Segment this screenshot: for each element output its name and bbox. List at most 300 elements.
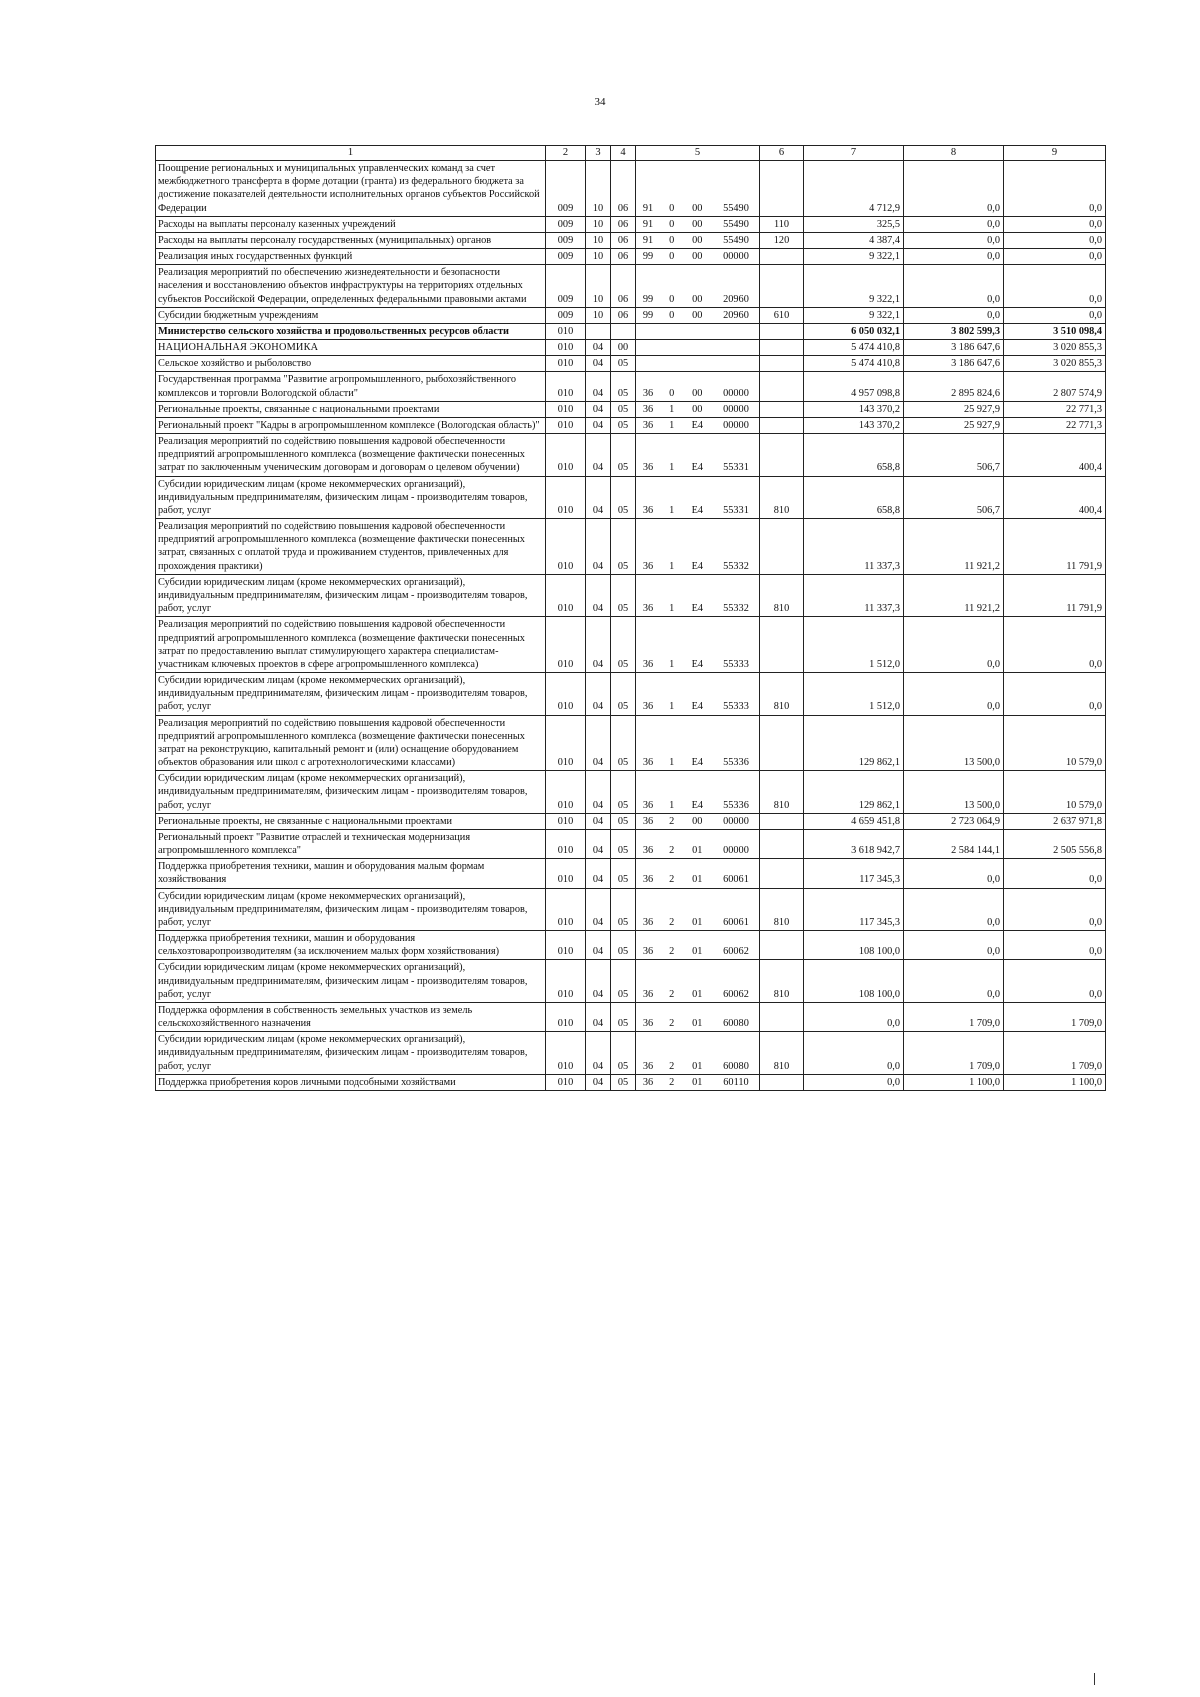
subprogram-code: 1 <box>669 603 675 615</box>
amount-col-8: 11 921,2 <box>904 574 1004 617</box>
program-code: 36 <box>642 658 654 670</box>
admin-code: 010 <box>546 960 586 1003</box>
row-name: Региональные проекты, связанные с национальными проектами <box>156 401 546 417</box>
expense-type-code <box>760 356 804 372</box>
subsection-code: 05 <box>611 813 636 829</box>
direction-code: 00000 <box>723 387 749 399</box>
expense-type-code: 810 <box>760 888 804 931</box>
direction-code: 60062 <box>723 946 749 958</box>
project-code: 00 <box>692 202 703 214</box>
target-article <box>636 519 760 575</box>
section-code: 04 <box>586 715 611 771</box>
subsection-code: 05 <box>611 1074 636 1090</box>
row-name: Государственная программа "Развитие агропромышленного, рыбохозяйственного комплексов и торговли Вологодской области" <box>156 372 546 401</box>
expense-type-code: 120 <box>760 232 804 248</box>
amount-col-8: 506,7 <box>904 476 1004 519</box>
section-code <box>586 323 611 339</box>
project-code: E4 <box>691 419 704 431</box>
subprogram-code: 1 <box>669 799 675 811</box>
header-cell-3: 3 <box>586 146 611 161</box>
amount-col-8: 1 100,0 <box>904 1074 1004 1090</box>
row-name: НАЦИОНАЛЬНАЯ ЭКОНОМИКА <box>156 340 546 356</box>
direction-code: 55490 <box>723 218 749 230</box>
amount-col-7: 9 322,1 <box>804 265 904 308</box>
target-article <box>636 476 760 519</box>
program-code: 36 <box>642 946 654 958</box>
row-name: Субсидии юридическим лицам (кроме некоммерческих организаций), индивидуальным предпринимателям, физическим лицам - производителям товаров, работ, услуг <box>156 673 546 716</box>
project-code: 00 <box>692 234 703 246</box>
table-row <box>156 356 1106 372</box>
target-article <box>636 931 760 960</box>
admin-code: 009 <box>546 307 586 323</box>
target-article <box>636 356 760 372</box>
amount-col-9: 1 709,0 <box>1004 1032 1106 1075</box>
subsection-code: 06 <box>611 249 636 265</box>
subprogram-code: 1 <box>669 462 675 474</box>
direction-code: 55331 <box>723 504 749 516</box>
amount-col-9: 10 579,0 <box>1004 771 1106 814</box>
amount-col-9: 1 709,0 <box>1004 1002 1106 1031</box>
project-code: E4 <box>691 504 704 516</box>
section-code: 04 <box>586 476 611 519</box>
subsection-code: 05 <box>611 476 636 519</box>
admin-code: 009 <box>546 265 586 308</box>
expense-type-code <box>760 401 804 417</box>
amount-col-9: 400,4 <box>1004 434 1106 477</box>
amount-col-7: 0,0 <box>804 1002 904 1031</box>
program-code: 36 <box>642 403 654 415</box>
table-row <box>156 1032 1106 1075</box>
table-row <box>156 216 1106 232</box>
target-article <box>636 1002 760 1031</box>
table-row <box>156 323 1106 339</box>
amount-col-8: 25 927,9 <box>904 417 1004 433</box>
amount-col-9: 0,0 <box>1004 931 1106 960</box>
subprogram-code: 0 <box>669 202 675 214</box>
project-code: E4 <box>691 658 704 670</box>
admin-code: 010 <box>546 715 586 771</box>
header-cell-1: 1 <box>156 146 546 161</box>
amount-col-9: 2 807 574,9 <box>1004 372 1106 401</box>
subprogram-code: 2 <box>669 1060 675 1072</box>
expense-type-code <box>760 617 804 673</box>
table-row <box>156 1002 1106 1031</box>
admin-code: 010 <box>546 617 586 673</box>
amount-col-9: 3 020 855,3 <box>1004 356 1106 372</box>
row-name: Министерство сельского хозяйства и продовольственных ресурсов области <box>156 323 546 339</box>
header-cell-7: 7 <box>804 146 904 161</box>
program-code: 36 <box>642 504 654 516</box>
section-code: 04 <box>586 401 611 417</box>
amount-col-7: 143 370,2 <box>804 401 904 417</box>
amount-col-7: 4 387,4 <box>804 232 904 248</box>
project-code: E4 <box>691 799 704 811</box>
admin-code: 010 <box>546 1074 586 1090</box>
amount-col-8: 506,7 <box>904 434 1004 477</box>
row-name: Субсидии юридическим лицам (кроме некоммерческих организаций), индивидуальным предпринимателям, физическим лицам - производителям товаров, работ, услуг <box>156 960 546 1003</box>
table-row <box>156 715 1106 771</box>
admin-code: 010 <box>546 519 586 575</box>
target-article <box>636 960 760 1003</box>
table-row <box>156 401 1106 417</box>
expense-type-code <box>760 434 804 477</box>
amount-col-8: 13 500,0 <box>904 771 1004 814</box>
amount-col-7: 11 337,3 <box>804 519 904 575</box>
row-name: Реализация мероприятий по содействию повышения кадровой обеспеченности предприятий агропромышленного комплекса (возмещение фактически понесенных затрат, связанных с оплатой труда и проживанием студентов, привлеченных для прохождения практики) <box>156 519 546 575</box>
target-article <box>636 888 760 931</box>
subsection-code <box>611 323 636 339</box>
admin-code: 010 <box>546 340 586 356</box>
program-code: 99 <box>642 251 654 263</box>
subsection-code: 00 <box>611 340 636 356</box>
subsection-code: 05 <box>611 931 636 960</box>
table-row <box>156 265 1106 308</box>
target-article <box>636 417 760 433</box>
subprogram-code: 1 <box>669 757 675 769</box>
expense-type-code <box>760 813 804 829</box>
expense-type-code <box>760 249 804 265</box>
subprogram-code: 2 <box>669 946 675 958</box>
target-article <box>636 401 760 417</box>
program-code: 36 <box>642 757 654 769</box>
program-code: 36 <box>642 916 654 928</box>
row-name: Поддержка оформления в собственность земельных участков из земель сельскохозяйственного назначения <box>156 1002 546 1031</box>
admin-code: 009 <box>546 232 586 248</box>
header-cell-9: 9 <box>1004 146 1106 161</box>
section-code: 10 <box>586 216 611 232</box>
subsection-code: 05 <box>611 960 636 1003</box>
amount-col-8: 1 709,0 <box>904 1002 1004 1031</box>
project-code: E4 <box>691 701 704 713</box>
amount-col-9: 0,0 <box>1004 960 1106 1003</box>
expense-type-code <box>760 340 804 356</box>
amount-col-7: 9 322,1 <box>804 249 904 265</box>
subprogram-code: 1 <box>669 504 675 516</box>
section-code: 04 <box>586 617 611 673</box>
admin-code: 010 <box>546 356 586 372</box>
amount-col-7: 5 474 410,8 <box>804 340 904 356</box>
row-name: Реализация мероприятий по содействию повышения кадровой обеспеченности предприятий агропромышленного комплекса (возмещение фактически понесенных затрат на реконструкцию, капитальный ремонт и (или) оснащение оборудованием объектов образования или школ с агротехнологическими классами) <box>156 715 546 771</box>
direction-code: 55332 <box>723 603 749 615</box>
subsection-code: 05 <box>611 771 636 814</box>
amount-col-9: 11 791,9 <box>1004 574 1106 617</box>
amount-col-9: 0,0 <box>1004 216 1106 232</box>
page-number: 34 <box>594 96 606 108</box>
row-name: Поддержка приобретения техники, машин и оборудования сельхозтоваропроизводителям (за исключением малых форм хозяйствования) <box>156 931 546 960</box>
row-name: Региональные проекты, не связанные с национальными проектами <box>156 813 546 829</box>
expense-type-code <box>760 859 804 888</box>
project-code: 00 <box>692 251 703 263</box>
admin-code: 010 <box>546 1002 586 1031</box>
table-row <box>156 417 1106 433</box>
subsection-code: 05 <box>611 519 636 575</box>
amount-col-8: 3 802 599,3 <box>904 323 1004 339</box>
direction-code: 00000 <box>723 419 749 431</box>
amount-col-8: 0,0 <box>904 673 1004 716</box>
target-article <box>636 372 760 401</box>
target-article <box>636 829 760 858</box>
program-code: 36 <box>642 1018 654 1030</box>
section-code: 04 <box>586 356 611 372</box>
section-code: 04 <box>586 960 611 1003</box>
program-code: 36 <box>642 701 654 713</box>
program-code: 36 <box>642 419 654 431</box>
subsection-code: 05 <box>611 417 636 433</box>
row-name: Субсидии юридическим лицам (кроме некоммерческих организаций), индивидуальным предпринимателям, физическим лицам - производителям товаров, работ, услуг <box>156 574 546 617</box>
direction-code: 20960 <box>723 309 749 321</box>
project-code: 00 <box>692 309 703 321</box>
direction-code: 55332 <box>723 560 749 572</box>
target-article <box>636 323 760 339</box>
table-row <box>156 960 1106 1003</box>
project-code: 01 <box>692 916 703 928</box>
amount-col-9: 400,4 <box>1004 476 1106 519</box>
amount-col-8: 0,0 <box>904 888 1004 931</box>
direction-code: 00000 <box>723 251 749 263</box>
program-code: 36 <box>642 874 654 886</box>
table-row <box>156 372 1106 401</box>
amount-col-9: 0,0 <box>1004 617 1106 673</box>
amount-col-9: 22 771,3 <box>1004 401 1106 417</box>
amount-col-9: 0,0 <box>1004 265 1106 308</box>
direction-code: 55333 <box>723 658 749 670</box>
section-code: 10 <box>586 161 611 217</box>
project-code: 01 <box>692 946 703 958</box>
amount-col-7: 0,0 <box>804 1032 904 1075</box>
subprogram-code: 1 <box>669 403 675 415</box>
program-code: 99 <box>642 309 654 321</box>
row-name: Региональный проект "Развитие отраслей и техническая модернизация агропромышленного комплекса" <box>156 829 546 858</box>
section-code: 04 <box>586 673 611 716</box>
amount-col-8: 0,0 <box>904 232 1004 248</box>
amount-col-8: 0,0 <box>904 265 1004 308</box>
amount-col-7: 4 957 098,8 <box>804 372 904 401</box>
subprogram-code: 2 <box>669 845 675 857</box>
subsection-code: 05 <box>611 434 636 477</box>
subprogram-code: 1 <box>669 560 675 572</box>
table-row <box>156 249 1106 265</box>
subsection-code: 05 <box>611 888 636 931</box>
project-code: 00 <box>692 218 703 230</box>
subprogram-code: 1 <box>669 658 675 670</box>
program-code: 36 <box>642 603 654 615</box>
direction-code: 60080 <box>723 1060 749 1072</box>
expense-type-code <box>760 323 804 339</box>
target-article <box>636 249 760 265</box>
project-code: 00 <box>692 293 703 305</box>
amount-col-7: 3 618 942,7 <box>804 829 904 858</box>
admin-code: 010 <box>546 372 586 401</box>
amount-col-7: 108 100,0 <box>804 960 904 1003</box>
target-article <box>636 813 760 829</box>
amount-col-9: 0,0 <box>1004 161 1106 217</box>
program-code: 36 <box>642 799 654 811</box>
amount-col-8: 11 921,2 <box>904 519 1004 575</box>
section-code: 04 <box>586 829 611 858</box>
subsection-code: 05 <box>611 401 636 417</box>
header-cell-2: 2 <box>546 146 586 161</box>
section-code: 04 <box>586 1074 611 1090</box>
section-code: 04 <box>586 434 611 477</box>
subprogram-code: 2 <box>669 1018 675 1030</box>
amount-col-9: 0,0 <box>1004 249 1106 265</box>
amount-col-7: 1 512,0 <box>804 673 904 716</box>
row-name: Субсидии юридическим лицам (кроме некоммерческих организаций), индивидуальным предпринимателям, физическим лицам - производителям товаров, работ, услуг <box>156 888 546 931</box>
admin-code: 010 <box>546 829 586 858</box>
program-code: 99 <box>642 293 654 305</box>
row-name: Реализация мероприятий по содействию повышения кадровой обеспеченности предприятий агропромышленного комплекса (возмещение фактически понесенных затрат по предоставлению выплат стимулирующего характера специалистам-участникам ключевых проектов в сфере агропромышленного комплекса) <box>156 617 546 673</box>
subprogram-code: 1 <box>669 701 675 713</box>
expense-type-code <box>760 372 804 401</box>
target-article <box>636 216 760 232</box>
section-code: 04 <box>586 771 611 814</box>
project-code: 01 <box>692 845 703 857</box>
table-row <box>156 519 1106 575</box>
amount-col-7: 658,8 <box>804 434 904 477</box>
section-code: 10 <box>586 307 611 323</box>
row-name: Поддержка приобретения техники, машин и оборудования малым формам хозяйствования <box>156 859 546 888</box>
direction-code: 60080 <box>723 1018 749 1030</box>
program-code: 91 <box>642 234 654 246</box>
amount-col-7: 1 512,0 <box>804 617 904 673</box>
program-code: 36 <box>642 815 654 827</box>
expense-type-code <box>760 519 804 575</box>
expense-type-code: 810 <box>760 771 804 814</box>
amount-col-9: 0,0 <box>1004 307 1106 323</box>
header-row <box>156 146 1106 161</box>
amount-col-7: 5 474 410,8 <box>804 356 904 372</box>
project-code: 01 <box>692 1076 703 1088</box>
row-name: Реализация мероприятий по содействию повышения кадровой обеспеченности предприятий агропромышленного комплекса (возмещение фактически понесенных затрат по заключенным ученическим договорам и договорам о целевом обучении) <box>156 434 546 477</box>
section-code: 04 <box>586 888 611 931</box>
admin-code: 010 <box>546 813 586 829</box>
row-name: Расходы на выплаты персоналу государственных (муниципальных) органов <box>156 232 546 248</box>
subprogram-code: 2 <box>669 815 675 827</box>
amount-col-8: 0,0 <box>904 161 1004 217</box>
admin-code: 010 <box>546 673 586 716</box>
direction-code: 20960 <box>723 293 749 305</box>
project-code: E4 <box>691 757 704 769</box>
section-code: 04 <box>586 574 611 617</box>
program-code: 91 <box>642 202 654 214</box>
expense-type-code: 810 <box>760 1032 804 1075</box>
target-article <box>636 434 760 477</box>
admin-code: 009 <box>546 161 586 217</box>
admin-code: 010 <box>546 476 586 519</box>
table-row <box>156 888 1106 931</box>
target-article <box>636 859 760 888</box>
amount-col-8: 1 709,0 <box>904 1032 1004 1075</box>
subprogram-code: 2 <box>669 988 675 1000</box>
subsection-code: 05 <box>611 859 636 888</box>
amount-col-7: 129 862,1 <box>804 715 904 771</box>
direction-code: 00000 <box>723 815 749 827</box>
amount-col-7: 117 345,3 <box>804 888 904 931</box>
amount-col-8: 0,0 <box>904 307 1004 323</box>
direction-code: 00000 <box>723 403 749 415</box>
admin-code: 009 <box>546 216 586 232</box>
table-row <box>156 232 1106 248</box>
table-row <box>156 574 1106 617</box>
subsection-code: 06 <box>611 216 636 232</box>
program-code: 36 <box>642 462 654 474</box>
table-row <box>156 673 1106 716</box>
subprogram-code: 0 <box>669 293 675 305</box>
amount-col-7: 325,5 <box>804 216 904 232</box>
admin-code: 010 <box>546 771 586 814</box>
direction-code: 55336 <box>723 757 749 769</box>
section-code: 04 <box>586 519 611 575</box>
direction-code: 55333 <box>723 701 749 713</box>
amount-col-7: 6 050 032,1 <box>804 323 904 339</box>
row-name: Поощрение региональных и муниципальных управленческих команд за счет межбюджетного трансферта в форме дотации (гранта) из федерального бюджета за достижение показателей деятельности исполнительных органов субъектов Российской Федерации <box>156 161 546 217</box>
subsection-code: 05 <box>611 1032 636 1075</box>
row-name: Региональный проект "Кадры в агропромышленном комплексе (Вологодская область)" <box>156 417 546 433</box>
project-code: 00 <box>692 387 703 399</box>
target-article <box>636 161 760 217</box>
table-row <box>156 161 1106 217</box>
table-row <box>156 771 1106 814</box>
subsection-code: 06 <box>611 161 636 217</box>
target-article <box>636 340 760 356</box>
header-cell-8: 8 <box>904 146 1004 161</box>
expense-type-code: 110 <box>760 216 804 232</box>
subsection-code: 05 <box>611 1002 636 1031</box>
admin-code: 009 <box>546 249 586 265</box>
subsection-code: 05 <box>611 372 636 401</box>
target-article <box>636 1074 760 1090</box>
admin-code: 010 <box>546 417 586 433</box>
expense-type-code <box>760 417 804 433</box>
direction-code: 55331 <box>723 462 749 474</box>
admin-code: 010 <box>546 401 586 417</box>
row-name: Сельское хозяйство и рыболовство <box>156 356 546 372</box>
amount-col-9: 0,0 <box>1004 888 1106 931</box>
amount-col-7: 9 322,1 <box>804 307 904 323</box>
amount-col-7: 11 337,3 <box>804 574 904 617</box>
subprogram-code: 0 <box>669 251 675 263</box>
section-code: 04 <box>586 1002 611 1031</box>
subsection-code: 06 <box>611 265 636 308</box>
admin-code: 010 <box>546 323 586 339</box>
subsection-code: 06 <box>611 307 636 323</box>
row-name: Реализация иных государственных функций <box>156 249 546 265</box>
expense-type-code <box>760 265 804 308</box>
table-row <box>156 434 1106 477</box>
expense-type-code <box>760 1002 804 1031</box>
amount-col-7: 0,0 <box>804 1074 904 1090</box>
amount-col-8: 3 186 647,6 <box>904 340 1004 356</box>
amount-col-9: 10 579,0 <box>1004 715 1106 771</box>
direction-code: 60061 <box>723 916 749 928</box>
expense-type-code: 810 <box>760 673 804 716</box>
program-code: 36 <box>642 560 654 572</box>
amount-col-8: 2 895 824,6 <box>904 372 1004 401</box>
amount-col-9: 11 791,9 <box>1004 519 1106 575</box>
direction-code: 60110 <box>723 1076 749 1088</box>
program-code: 36 <box>642 1060 654 1072</box>
program-code: 36 <box>642 387 654 399</box>
amount-col-9: 0,0 <box>1004 859 1106 888</box>
project-code: 01 <box>692 874 703 886</box>
program-code: 36 <box>642 845 654 857</box>
project-code: 01 <box>692 1018 703 1030</box>
direction-code: 55490 <box>723 202 749 214</box>
expense-type-code <box>760 829 804 858</box>
subprogram-code: 0 <box>669 234 675 246</box>
section-code: 10 <box>586 265 611 308</box>
program-code: 36 <box>642 1076 654 1088</box>
